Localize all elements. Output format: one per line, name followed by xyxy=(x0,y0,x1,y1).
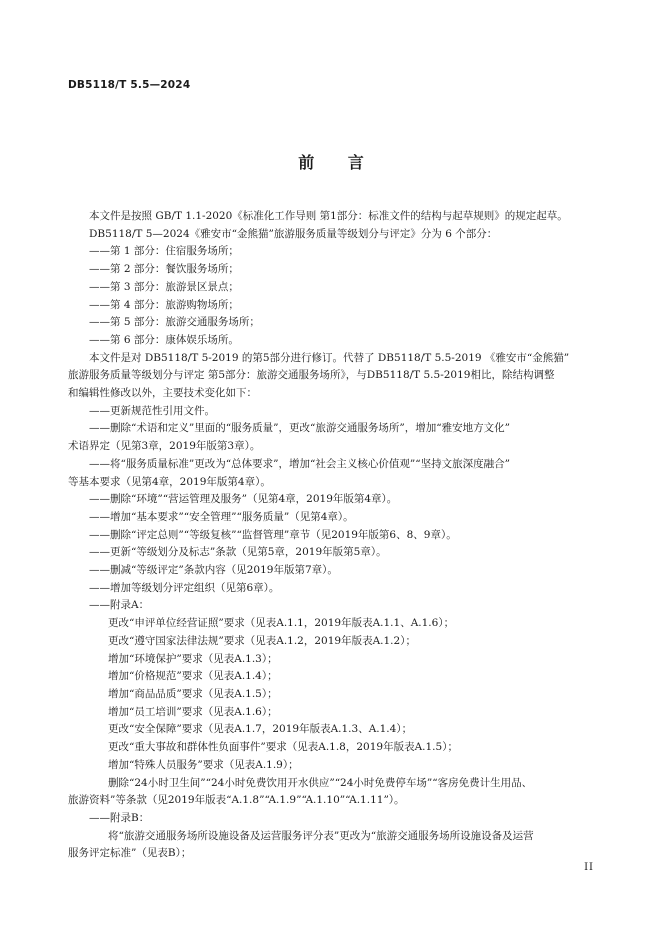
appendix-a-item: 增加“环境保护”要求（见表A.1.3）； xyxy=(108,652,278,665)
revision-paragraph-line: 旅游服务质量等级划分与评定 第5部分：旅游交通服务场所》，与DB5118/T 5.5-2019相比，除结构调整 xyxy=(68,369,555,382)
part-item: ——第 3 部分：旅游景区景点； xyxy=(89,280,239,293)
part-item: ——第 1 部分：住宿服务场所； xyxy=(89,245,239,258)
revision-paragraph-line: 本文件是对 DB5118/T 5-2019 的第5部分进行修订。代替了 DB5118/T 5.5-2019 《雅安市“金熊猫” xyxy=(89,351,570,364)
appendix-a-heading: ——附录A： xyxy=(89,599,150,612)
intro-paragraph: 本文件是按照 GB/T 1.1-2020《标准化工作导则 第1部分：标准文件的结构与起草规则》的规定起草。 xyxy=(89,210,568,222)
doc-code-header: DB5118/T 5.5—2024 xyxy=(68,79,191,91)
revision-paragraph-line: 和编辑性修改以外，主要技术变化如下： xyxy=(68,387,257,400)
appendix-a-delete-item-cont: 旅游资料”等条款（见2019年版表“A.1.8”“A.1.9”“A.1.10”“A.1.11”）。 xyxy=(68,794,405,807)
appendix-a-item: 更改“安全保障”要求（见表A.1.7，2019年版表A.1.3、A.1.4）； xyxy=(108,723,413,736)
change-item-cont: 术语界定（见第3章，2019年版第3章）。 xyxy=(68,440,261,453)
change-item: ——增加“基本要求”“安全管理”“服务质量”（见第4章）。 xyxy=(89,510,354,523)
page-title: 前 言 xyxy=(298,153,378,172)
change-item: ——更新规范性引用文件。 xyxy=(89,404,215,417)
appendix-a-item: 更改“遵守国家法律法规”要求（见表A.1.2，2019年版表A.1.2）； xyxy=(108,634,416,647)
appendix-b-item: 将“旅游交通服务场所设施设备及运营服务评分表”更改为“旅游交通服务场所设施设备及运营 xyxy=(108,829,534,842)
part-item: ——第 6 部分：康体娱乐场所。 xyxy=(89,333,239,346)
appendix-a-item: 增加“商品品质”要求（见表A.1.5）； xyxy=(108,687,278,700)
part-item: ——第 2 部分：餐饮服务场所； xyxy=(89,263,239,276)
change-item: ——更新“等级划分及标志”条款（见第5章，2019年版第5章）。 xyxy=(89,546,387,559)
change-item: ——删除“评定总则”“等级复核”“监督管理”章节（见2019年版第6、8、9章）。 xyxy=(89,528,457,541)
change-item: ——增加等级划分评定组织（见第6章）。 xyxy=(89,581,280,594)
change-item: ——删除“术语和定义”里面的“服务质量”，更改“旅游交通服务场所”，增加“雅安地方文化” xyxy=(89,422,510,435)
page-number: II xyxy=(584,862,594,873)
change-item: ——删减“等级评定”条款内容（见2019年版第7章）。 xyxy=(89,564,338,577)
document-body xyxy=(68,208,602,863)
parts-intro: DB5118/T 5—2024《雅安市“金熊猫”旅游服务质量等级划分与评定》分为 6 个部分： xyxy=(89,227,498,240)
appendix-a-item: 更改“申评单位经营证照”要求（见表A.1.1，2019年版表A.1.1、A.1.6）； xyxy=(108,617,455,630)
appendix-a-item: 增加“价格规范”要求（见表A.1.4）； xyxy=(108,670,278,683)
appendix-b-item-cont: 服务评定标准”（见表B）； xyxy=(68,847,192,860)
part-item: ——第 4 部分：旅游购物场所； xyxy=(89,298,239,311)
appendix-a-item: 增加“特殊人员服务”要求（见表A.1.9）； xyxy=(108,758,299,771)
change-item: ——将“服务质量标准”更改为“总体要求”，增加“社会主义核心价值观”“坚持文旅深度融合” xyxy=(89,457,510,470)
appendix-a-delete-item: 删除“24小时卫生间”“24小时免费饮用开水供应”“24小时免费停车场”“客房免费计生用品、 xyxy=(108,776,533,789)
change-item-cont: 等基本要求（见第4章，2019年版第4章）。 xyxy=(68,475,271,488)
change-item: ——删除“环境”“营运管理及服务”（见第4章，2019年版第4章）。 xyxy=(89,493,398,506)
part-item: ——第 5 部分：旅游交通服务场所； xyxy=(89,316,260,329)
appendix-a-item: 增加“员工培训”要求（见表A.1.6）； xyxy=(108,705,278,718)
appendix-b-heading: ——附录B： xyxy=(89,811,150,824)
appendix-a-item: 更改“重大事故和群体性负面事件”要求（见表A.1.8，2019年版表A.1.5）； xyxy=(108,741,458,754)
